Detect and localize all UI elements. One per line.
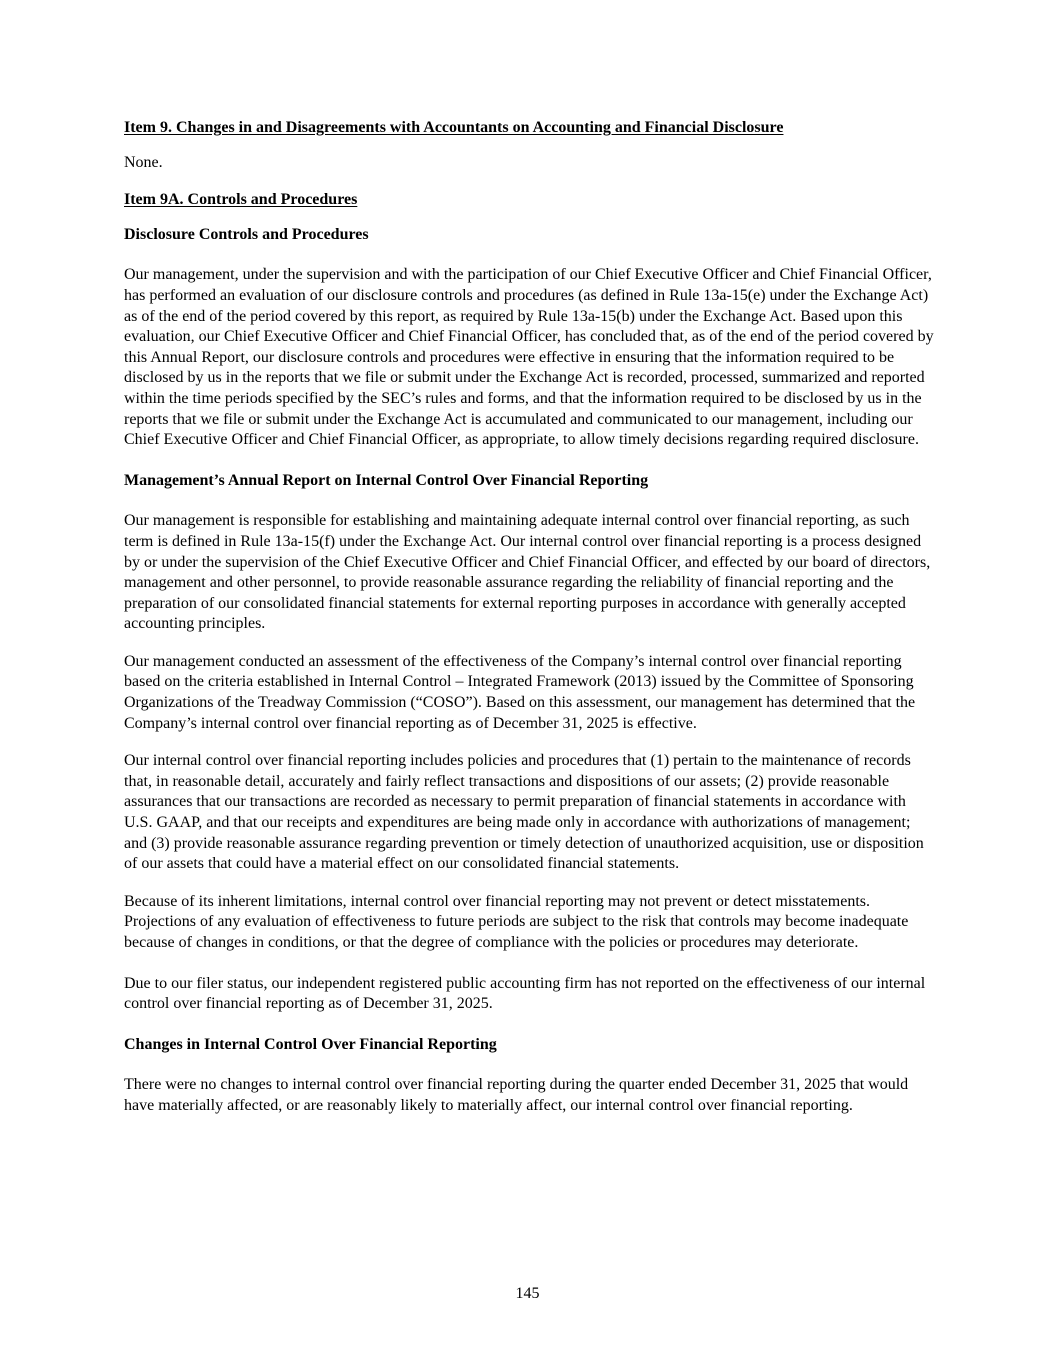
item9a-heading: Item 9A. Controls and Procedures — [124, 191, 358, 209]
changes-paragraph: There were no changes to internal control over financial reporting during the quarter ended December 31, 2025 that would have materially affected, or are reasonably likely to materially affect, our internal control over financial reporting. — [124, 1076, 909, 1114]
management-report-paragraph-4: Because of its inherent limitations, internal control over financial reporting may not prevent or detect misstatements. Projections of any evaluation of effectiveness to future periods are subject to the risk that controls may become inadequate because of changes in conditions, or that the degree of compliance with the policies or procedures may deteriorate. — [124, 892, 909, 951]
item9-heading: Item 9. Changes in and Disagreements with Accountants on Accounting and Financial Disclosure — [124, 119, 784, 136]
disclosure-controls-paragraph: Our management, under the supervision and with the participation of our Chief Executive Officer and Chief Financial Officer, has performed an evaluation of our disclosure controls and procedures (as defined in Rule 13a-15(e) under the Exchange Act) as of the end of the period covered by this report, as required by Rule 13a-15(b) under the Exchange Act. Based upon this evaluation, our Chief Executive Officer and Chief Financial Officer, has concluded that, as of the end of the period covered by this Annual Report, our disclosure controls and procedures were effective in ensuring that the information required to be disclosed by us in the reports that we file or submit under the Exchange Act is recorded, processed, summarized and reported within the time periods specified by the SEC’s rules and forms, and that the information required to be disclosed by us in the reports that we file or submit under the Exchange Act is accumulated and communicated to our management, including our Chief Executive Officer and Chief Financial Officer, as appropriate, to allow timely decisions regarding required disclosure. — [124, 266, 934, 449]
item9-body: None. — [124, 153, 163, 171]
management-report-heading: Management’s Annual Report on Internal Control Over Financial Reporting — [124, 471, 649, 489]
page-number: 145 — [515, 1285, 540, 1302]
management-report-paragraph-5: Due to our filer status, our independent registered public accounting firm has not reported on the effectiveness of our internal control over financial reporting as of December 31, 2025. — [124, 974, 926, 1013]
changes-heading: Changes in Internal Control Over Financial Reporting — [124, 1035, 497, 1053]
disclosure-controls-heading: Disclosure Controls and Procedures — [124, 225, 369, 243]
document-page — [124, 118, 934, 1117]
management-report-paragraph-1: Our management is responsible for establishing and maintaining adequate internal control over financial reporting, as such term is defined in Rule 13a-15(f) under the Exchange Act. Our internal control over financial reporting is a process designed by or under the supervision of the Chief Executive Officer and Chief Financial Officer, and effected by our board of directors, management and other personnel, to provide reasonable assurance regarding the reliability of financial reporting and the preparation of our consolidated financial statements for external reporting purposes in accordance with generally accepted accounting principles. — [124, 512, 931, 633]
management-report-paragraph-2: Our management conducted an assessment of the effectiveness of the Company’s internal control over financial reporting based on the criteria established in Internal Control – Integrated Framework (2013) issued by the Committee of Sponsoring Organizations of the Treadway Commission (“COSO”). Based on this assessment, our management has determined that the Company’s internal control over financial reporting as of December 31, 2025 is effective. — [124, 652, 916, 732]
management-report-paragraph-3: Our internal control over financial reporting includes policies and procedures that (1) pertain to the maintenance of records that, in reasonable detail, accurately and fairly reflect transactions and dispositions of our assets; (2) provide reasonable assurances that our transactions are recorded as necessary to permit preparation of financial statements in accordance with U.S. GAAP, and that our receipts and expenditures are being made only in accordance with authorizations of management; and (3) provide reasonable assurance regarding prevention or timely detection of unauthorized acquisition, use or disposition of our assets that could have a material effect on our consolidated financial statements. — [124, 752, 924, 873]
